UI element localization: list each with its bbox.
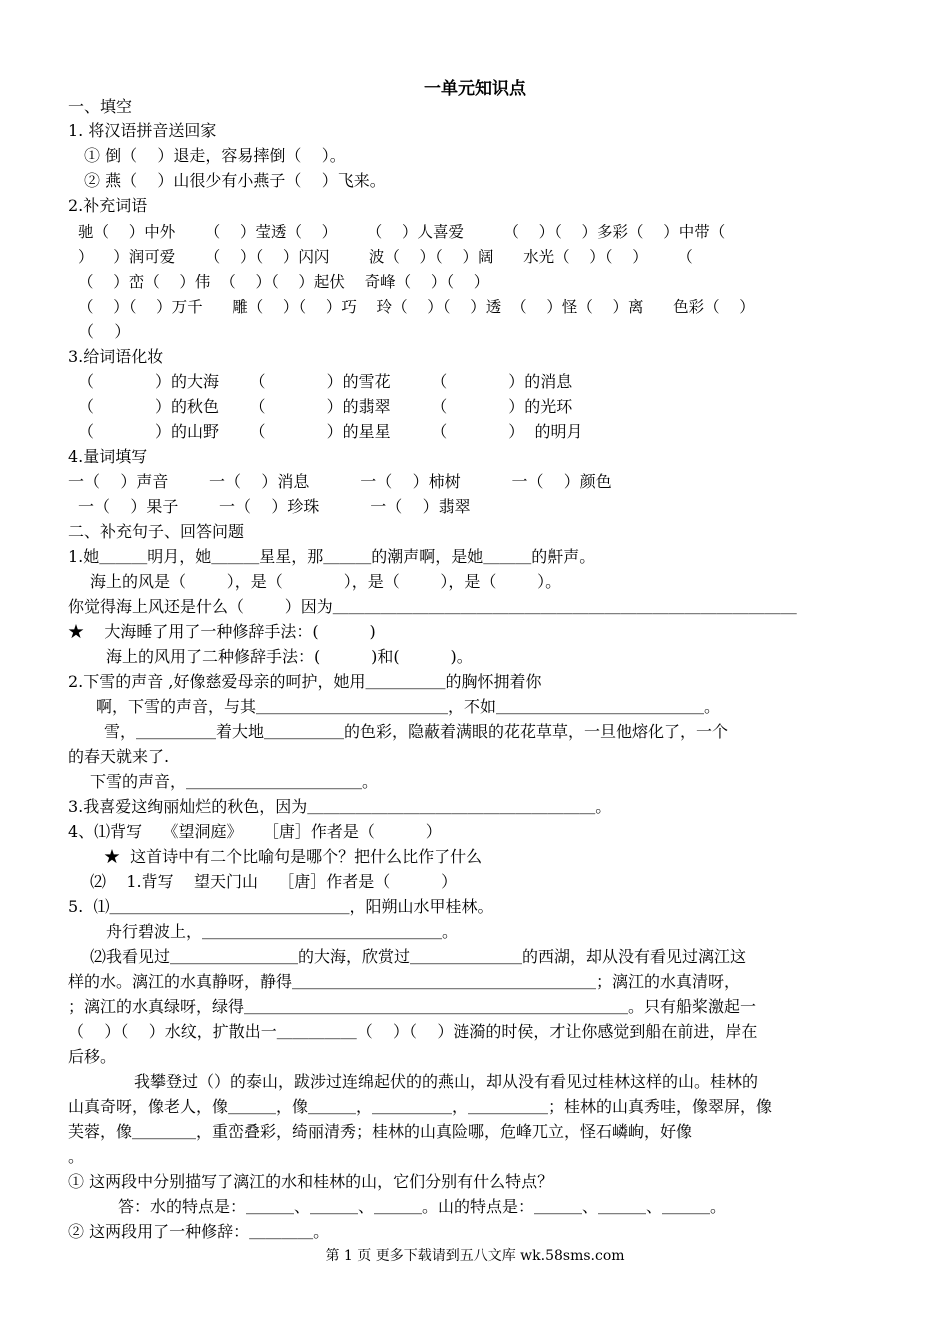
text-line: ） ）润可爱 （ ）（ ）闪闪 波（ ）（ ）阔 水光（ ）（ ） （ xyxy=(78,248,693,266)
text-line: （ ）峦（ ）伟 （ ）（ ）起伏 奇峰（ ）（ ） xyxy=(78,273,490,291)
text-line: 1. 将汉语拼音送回家 xyxy=(68,121,217,140)
text-line: 。 xyxy=(68,1147,85,1166)
text-line: 你觉得海上风还是什么（ ）因为＿＿＿＿＿＿＿＿＿＿＿＿＿＿＿＿＿＿＿＿＿＿＿＿＿＿＿＿＿ xyxy=(68,597,797,616)
text-line: 5. ⑴＿＿＿＿＿＿＿＿＿＿＿＿＿＿＿，阳朔山水甲桂林。 xyxy=(68,897,494,916)
text-line: 芙蓉，像＿＿＿＿，重峦叠彩，绮丽清秀；桂林的山真险哪，危峰兀立，怪石嶙峋，好像 xyxy=(68,1122,693,1141)
text-line: ② 这两段用了一种修辞：＿＿＿＿。 xyxy=(68,1222,330,1241)
text-line: 的春天就来了. xyxy=(68,747,170,766)
text-line: 一、填空 xyxy=(68,97,133,116)
text-line: 舟行碧波上，＿＿＿＿＿＿＿＿＿＿＿＿＿＿＿。 xyxy=(106,922,459,941)
text-line: ⑵我看见过＿＿＿＿＿＿＿＿的大海，欣赏过＿＿＿＿＿＿＿的西湖，却从没有看见过漓江这 xyxy=(90,947,747,966)
text-line: 下雪的声音，＿＿＿＿＿＿＿＿＿＿＿。 xyxy=(90,772,379,791)
text-line: 3.给词语化妆 xyxy=(68,347,164,366)
text-line: 4、⑴背写 《望洞庭》 ［唐］作者是（ ） xyxy=(68,822,442,841)
text-line: 我攀登过（）的泰山，跋涉过连绵起伏的的燕山，却从没有看见过桂林这样的山。桂林的 xyxy=(134,1072,759,1091)
text-line: 一（ ）果子 一（ ）珍珠 一（ ）翡翠 xyxy=(78,497,471,516)
text-line: 山真奇呀，像老人，像＿＿＿，像＿＿＿，＿＿＿＿＿，＿＿＿＿＿；桂林的山真秀哇，像翠屏，像 xyxy=(68,1097,773,1116)
text-line: ；漓江的水真绿呀，绿得＿＿＿＿＿＿＿＿＿＿＿＿＿＿＿＿＿＿＿＿＿＿＿＿。只有船桨激起一 xyxy=(68,997,757,1016)
text-line: 1.她＿＿＿明月，她＿＿＿星星，那＿＿＿的潮声啊，是她＿＿＿的鼾声。 xyxy=(68,547,596,566)
text-line: ⑵ 1.背写 望天门山 ［唐］作者是（ ） xyxy=(90,872,458,891)
page-title: 一单元知识点 xyxy=(424,79,526,99)
text-line: （ ）（ ）万千 雕（ ）（ ）巧 玲（ ）（ ）透 （ ）怪（ ）离 色彩（ ） xyxy=(78,298,755,316)
text-line: 2.补充词语 xyxy=(68,196,148,215)
text-line: 二、补充句子、回答问题 xyxy=(68,522,245,541)
text-line: ① 倒（ ）退走，容易摔倒（ ）。 xyxy=(84,146,346,165)
text-line: （ ） xyxy=(78,322,131,341)
text-line: 雪，＿＿＿＿＿着大地＿＿＿＿＿的色彩，隐蔽着满眼的花花草草，一旦他熔化了，一个 xyxy=(104,722,729,741)
page-footer: 第 1 页 更多下载请到五八文库 wk.58sms.com xyxy=(325,1248,625,1264)
text-line: ② 燕（ ）山很少有小燕子（ ）飞来。 xyxy=(84,171,386,190)
text-line: 驰（ ）中外 （ ）莹透（ ） （ ）人喜爱 （ ）（ ）多彩（ ）中带（ xyxy=(78,223,726,241)
text-line: 后移。 xyxy=(68,1047,117,1066)
text-line: 3.我喜爱这绚丽灿烂的秋色，因为＿＿＿＿＿＿＿＿＿＿＿＿＿＿＿＿＿＿。 xyxy=(68,797,612,816)
text-line: 海上的风是（ ），是（ ），是（ ），是（ ）。 xyxy=(90,572,562,591)
text-line: 答：水的特点是：＿＿＿、＿＿＿、＿＿＿。山的特点是：＿＿＿、＿＿＿、＿＿＿。 xyxy=(118,1197,727,1216)
text-line: （ ）的大海 （ ）的雪花 （ ）的消息 xyxy=(78,372,573,391)
text-line: ★ 这首诗中有二个比喻句是哪个？把什么比作了什么 xyxy=(104,847,483,866)
text-line: 海上的风用了二种修辞手法：( )和( )。 xyxy=(106,647,473,666)
text-line: 样的水。漓江的水真静呀，静得＿＿＿＿＿＿＿＿＿＿＿＿＿＿＿＿＿＿＿；漓江的水真清呀， xyxy=(68,972,741,991)
text-line: （ ）的秋色 （ ）的翡翠 （ ）的光环 xyxy=(78,397,573,416)
text-line: （ ）（ ）水纹，扩散出一＿＿＿＿＿（ ）（ ）涟漪的时侯，才让你感觉到船在前进，岸在 xyxy=(68,1022,758,1041)
text-line: 啊，下雪的声音，与其＿＿＿＿＿＿＿＿＿＿＿＿，不如＿＿＿＿＿＿＿＿＿＿＿＿＿。 xyxy=(96,697,721,716)
text-line: 2.下雪的声音 ,好像慈爱母亲的呵护，她用＿＿＿＿＿的胸怀拥着你 xyxy=(68,672,542,691)
text-line: （ ）的山野 （ ）的星星 （ ） 的明月 xyxy=(78,422,583,441)
text-line: 一（ ）声音 一（ ）消息 一（ ）柿树 一（ ）颜色 xyxy=(68,472,612,491)
text-line: 4.量词填写 xyxy=(68,447,148,466)
text-line: ★ 大海睡了用了一种修辞手法：( ) xyxy=(68,622,376,641)
text-line: ① 这两段中分别描写了漓江的水和桂林的山，它们分别有什么特点？ xyxy=(68,1172,554,1191)
